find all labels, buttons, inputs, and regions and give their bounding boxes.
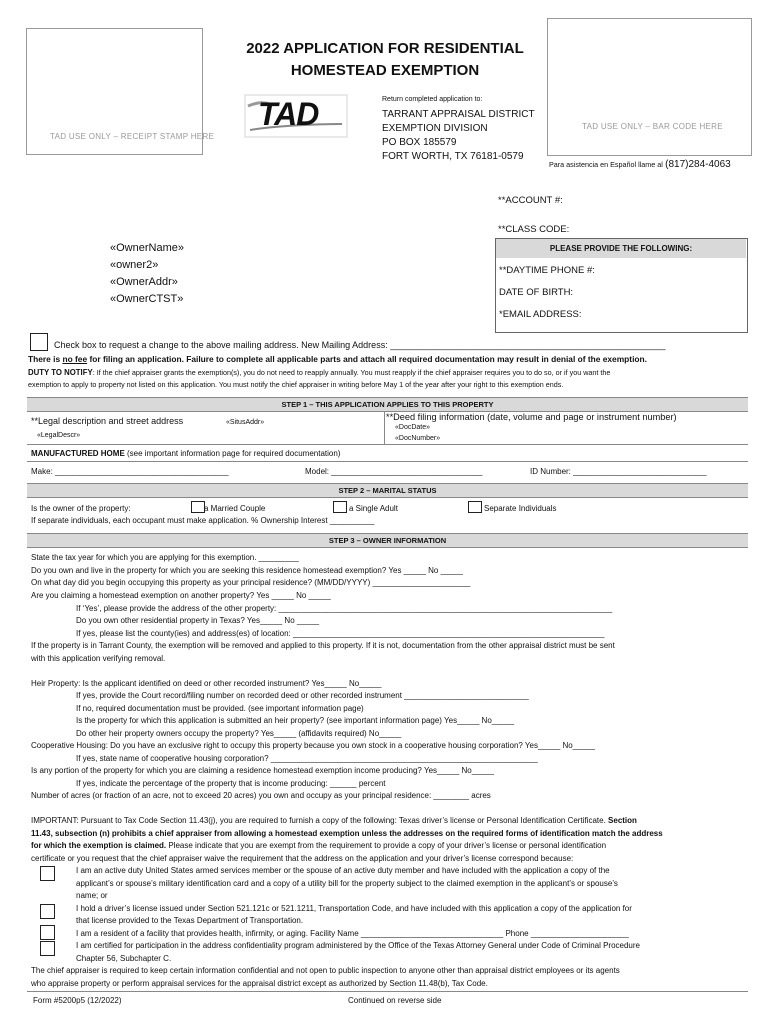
step3-line: If yes, provide the Court record/filing number on recorded deed or other recorded instrument ____________________________	[76, 691, 529, 700]
important-2: 11.43, subsection (n) prohibits a chief appraiser from allowing a homestead exemption unless the addresses on the required forms of identification match the address	[31, 829, 663, 838]
step3-line: Do other heir property owners occupy the property? Yes_____ (affidavits required) No_____	[76, 729, 402, 738]
duty-to-notify: DUTY TO NOTIFY: If the chief appraiser grants the exemption(s), you do not need to reapply annually. You must reapply if the chief appraiser requires you to do so, or if you want the	[28, 368, 611, 377]
option-license: I hold a driver’s license issued under Section 521.121c or 521.1211, Transportation Code, and have included with this application a copy of the application for	[76, 904, 632, 913]
step3-line: If yes, please list the county(ies) and address(es) of location: ______________________________________________________________________	[76, 629, 605, 638]
single-checkbox[interactable]	[333, 501, 347, 513]
mh-make[interactable]: Make: _______________________________________	[31, 467, 229, 476]
step1-divider	[384, 411, 385, 444]
step1-rule	[27, 444, 748, 445]
option-military: I am an active duty United States armed services member or the spouse of an active duty member and have included with the application a copy of the	[76, 866, 610, 875]
confidential-note-1: The chief appraiser is required to keep certain information confidential and not open to public inspection to anyone other than appraisal district employees or its agents	[31, 966, 620, 975]
fee-notice: There is no fee for filing an application. Failure to complete all applicable parts and attach all required documentation may result in denial of the exemption.	[28, 354, 647, 364]
owner-block	[110, 240, 184, 308]
step3-line: Heir Property: Is the applicant identified on deed or other recorded instrument? Yes_____ No_____	[31, 679, 382, 688]
date-of-birth-field[interactable]: DATE OF BIRTH:	[499, 287, 574, 298]
tad-logo	[244, 94, 348, 138]
form-number: Form #5200p5 (12/2022)	[33, 996, 122, 1005]
step2-header: STEP 2 – MARITAL STATUS	[27, 483, 748, 498]
owner-ctst: «OwnerCTST»	[110, 293, 184, 305]
step3-line: Do you own and live in the property for which you are seeking this residence homestead exemption? Yes _____ No _____	[31, 566, 463, 575]
situs-addr: «SitusAddr»	[226, 419, 265, 426]
important-4: certificate or you request that the chief appraiser waive the requirement that the address on the application and your driver’s license correspond because:	[31, 854, 574, 863]
step1-header: STEP 1 – THIS APPLICATION APPLIES TO THIS PROPERTY	[27, 397, 748, 412]
manufactured-home: MANUFACTURED HOME (see important information page for required documentation)	[31, 449, 341, 458]
legal-description-label: **Legal description and street address	[31, 416, 184, 426]
bar-code-label: TAD USE ONLY – BAR CODE HERE	[582, 122, 723, 131]
option-confidentiality: I am certified for participation in the address confidentiality program administered by the Office of the Texas Attorney General under Code of Criminal Procedure	[76, 941, 640, 950]
step3-line: If no, required documentation must be provided. (see important information page)	[76, 704, 364, 713]
doc-number: «DocNumber»	[395, 435, 441, 442]
footer-rule	[27, 991, 748, 992]
owner-addr: «OwnerAddr»	[110, 276, 178, 288]
bar-code-box	[547, 18, 752, 156]
step3-header: STEP 3 – OWNER INFORMATION	[27, 533, 748, 548]
step3-line: State the tax year for which you are applying for this exemption. _________	[31, 553, 299, 562]
step3-line: On what day did you begin occupying this property as your principal residence? (MM/DD/YYYY) ______________________	[31, 578, 471, 587]
tad-logo-text: TAD	[258, 96, 319, 132]
assistance-phone: (817)284-4063	[665, 159, 731, 170]
account-number-label: **ACCOUNT #:	[498, 195, 563, 206]
confidentiality-checkbox[interactable]	[40, 941, 55, 956]
email-field[interactable]: *EMAIL ADDRESS:	[499, 309, 582, 320]
owner-of-property: Is the owner of the property:	[31, 504, 131, 513]
continued-reverse: Continued on reverse side	[348, 996, 442, 1005]
mailing-change-text: Check box to request a change to the above mailing address. New Mailing Address: _______________________________________________________	[54, 340, 666, 350]
step3-line: Cooperative Housing: Do you have an exclusive right to occupy this property because you own stock in a cooperative housing corporation? Yes_____ No_____	[31, 741, 595, 750]
duty-to-notify-2: exemption to apply to property not listed on this application. You must notify the chief appraiser in writing before May 1 of the year after your right to this exemption ends.	[28, 380, 564, 389]
daytime-phone-field[interactable]: **DAYTIME PHONE #:	[499, 265, 595, 276]
mailing-change-checkbox[interactable]	[30, 333, 48, 351]
owner-2: «owner2»	[110, 259, 159, 271]
doc-date: «DocDate»	[395, 424, 431, 431]
spanish-assistance: Para asistencia en Español llame al (817)284-4063	[549, 159, 731, 170]
return-label: Return completed application to:	[382, 96, 483, 103]
mh-id-number[interactable]: ID Number: ______________________________	[530, 467, 707, 476]
important-3: for which the exemption is claimed. Please indicate that you are exempt from the requirement to provide a copy of your driver’s license or personal identification	[31, 841, 607, 850]
step3-line: Do you own other residential property in Texas? Yes_____ No _____	[76, 616, 320, 625]
ownership-interest: If separate individuals, each occupant must make application. % Ownership Interest __________	[31, 516, 375, 525]
legal-descr: «LegalDescr»	[37, 432, 81, 439]
step3-line: Are you claiming a homestead exemption on another property? Yes _____ No _____	[31, 591, 331, 600]
mh-rule	[27, 461, 748, 462]
option-military-2: applicant’s or spouse’s military identification card and a copy of a utility bill for the property subject to the claimed exemption in the applicant’s or spouse’s	[76, 879, 618, 888]
step3-line: If ‘Yes’, please provide the address of the other property: ___________________________________________________________________________	[76, 604, 613, 613]
step3-line: Number of acres (or fraction of an acre, not to exceed 20 acres) you own and occupy as your principal residence: ________ acres	[31, 791, 491, 800]
option-license-2: that license provided to the Texas Department of Transportation.	[76, 916, 304, 925]
deed-filing-label: **Deed filing information (date, volume and page or instrument number)	[386, 412, 677, 422]
step3-line: If yes, indicate the percentage of the property that is income producing: ______ percent	[76, 779, 386, 788]
mh-model[interactable]: Model: __________________________________	[305, 467, 483, 476]
single-label: a Single Adult	[349, 504, 398, 513]
military-checkbox[interactable]	[40, 866, 55, 881]
step3-line: Is any portion of the property for which you are claiming a residence homestead exemption income producing? Yes_____ No_____	[31, 766, 494, 775]
separate-checkbox[interactable]	[468, 501, 482, 513]
married-label: a Married Couple	[204, 504, 266, 513]
option-facility: I am a resident of a facility that provides health, infirmity, or aging. Facility Name ________________________________ Phone ______________________	[76, 929, 629, 938]
facility-checkbox[interactable]	[40, 925, 55, 940]
step3-line: with this application verifying removal.	[31, 654, 166, 663]
confidential-note-2: who appraise property or perform appraisal services for the appraisal district except as authorized by Section 11.48(b), Tax Code.	[31, 979, 488, 988]
form-title: 2022 APPLICATION FOR RESIDENTIAL HOMESTEAD EXEMPTION	[246, 40, 524, 79]
drivers-license-checkbox[interactable]	[40, 904, 55, 919]
option-confidentiality-2: Chapter 56, Subchapter C.	[76, 954, 172, 963]
important-1: IMPORTANT: Pursuant to Tax Code Section 11.43(j), you are required to furnish a copy of the following: Texas driver’s license or Personal Identification Certificate. Section	[31, 816, 637, 825]
provide-header: PLEASE PROVIDE THE FOLLOWING:	[496, 239, 746, 258]
return-address: TARRANT APPRAISAL DISTRICT EXEMPTION DIVISION PO BOX 185579 FORT WORTH, TX 76181-0579	[382, 109, 535, 162]
step3-line: If the property is in Tarrant County, the exemption will be removed and applied to this property. If it is not, documentation from the other appraisal district must be sent	[31, 641, 615, 650]
owner-name: «OwnerName»	[110, 242, 184, 254]
receipt-stamp-label: TAD USE ONLY – RECEIPT STAMP HERE	[50, 132, 215, 141]
separate-label: Separate Individuals	[484, 504, 557, 513]
class-code-label: **CLASS CODE:	[498, 224, 570, 235]
step3-line: If yes, state name of cooperative housing corporation? ____________________________________________________________	[76, 754, 538, 763]
step3-line: Is the property for which this application is submitted an heir property? (see important information page) Yes_____ No_____	[76, 716, 515, 725]
married-checkbox[interactable]	[191, 501, 205, 513]
option-military-3: name; or	[76, 891, 108, 900]
